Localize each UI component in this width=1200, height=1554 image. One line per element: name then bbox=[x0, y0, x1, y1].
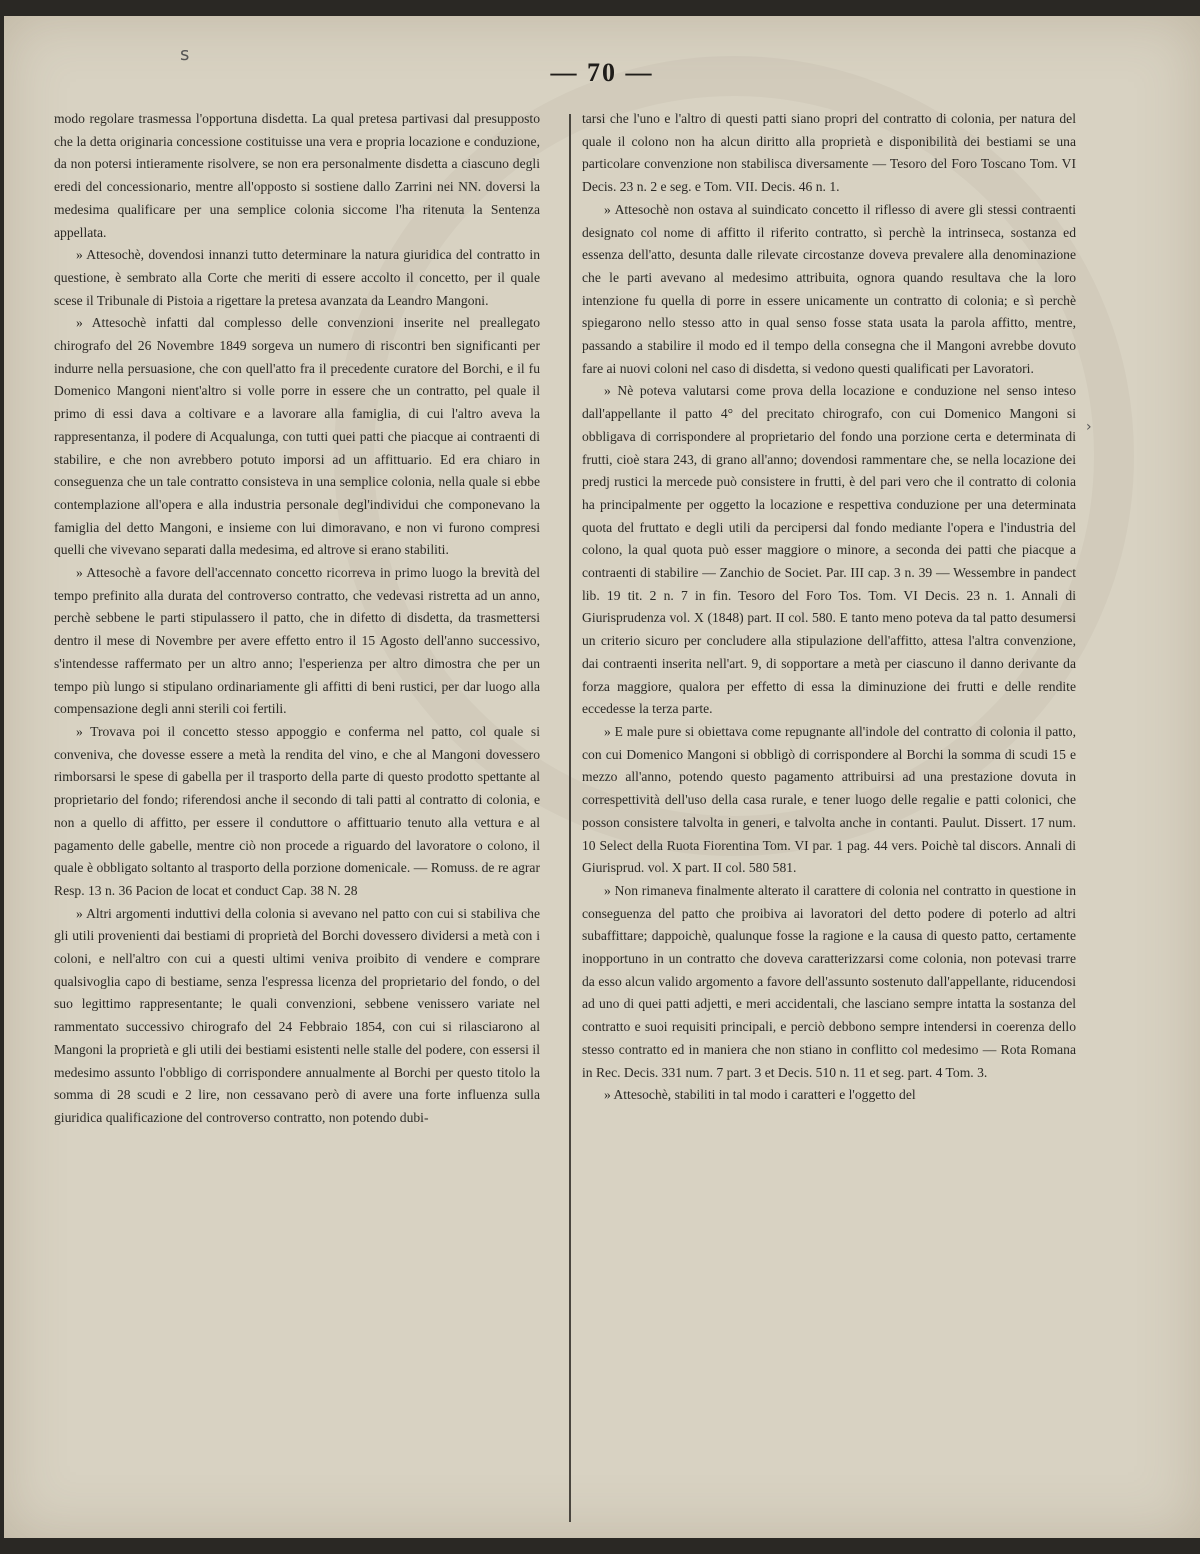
paragraph: » E male pure si obiettava come repugnante all'indole del contratto di colonia il patto, con cui Domenico Mangoni si obbligò di corrispondere al Borchi la somma di scudi 15 e mezzo all'anno, potendo questo pagamento attribuirsi ad una prestazione dovuta in correspettività dell'uso della casa rurale, e tener luogo delle regalie e patti colonici, che posson consistere talvolta in generi, e talvolta anche in contanti. Paulut. Dissert. 17 num. 10 Select della Ruota Fiorentina Tom. VI par. 1 pag. 44 vers. Poichè tal discors. Annali di Giurisprud. vol. X part. II col. 580 581. bbox=[582, 723, 1076, 876]
paragraph: » Non rimaneva finalmente alterato il carattere di colonia nel contratto in questione in conseguenza del patto che proibiva ai lavoratori del detto podere di poterlo ad altri subaffittare; dappoichè, qualunque fosse la ragione e la causa di questo patto, certamente inopportuno in un contratto che doveva caratterizzarsi come colonia, non potevasi trarre da esso alcun valido argomento a favore dell'assunto sostenuto dall'appellante, riducendosi ad uno di quei patti adjetti, e meri accidentali, che lasciano sempre intatta la sostanza del contratto e suoi requisiti principali, e perciò debbono sempre intendersi in coerenza dello stesso contratto ed in maniera che non stiano in conflitto col medesimo — Rota Romana in Rec. Decis. 331 num. 7 part. 3 et Decis. 510 n. 11 et seg. part. 4 Tom. 3. bbox=[582, 882, 1076, 1080]
paragraph: modo regolare trasmessa l'opportuna disdetta. La qual pretesa partivasi dal presupposto che la detta originaria concessione costituisse una vera e propria locazione e conduzione, da non potersi intieramente risolvere, se non era personalmente disdetta a ciascuno degli eredi del concessionario, mentre all'opposto si sostiene dallo Zarrini nei NN. doversi la medesima qualificare per una semplice colonia siccome l'ha ritenuta la Sentenza appellata. bbox=[54, 111, 540, 240]
paragraph: » Attesochè, dovendosi innanzi tutto determinare la natura giuridica del contratto in questione, è sembrato alla Corte che meriti di essere accolto il concetto, per il quale scese il Tribunale di Pistoia a rigettare la pretesa avanzata da Leandro Mangoni. bbox=[54, 247, 540, 308]
paragraph: » Attesochè a favore dell'accennato concetto ricorreva in primo luogo la brevità del tempo prefinito alla durata del controverso contratto, che vedevasi ristretta ad un anno, perchè sebbene le parti stipulassero il patto, che in difetto di disdetta, da trasmettersi dentro il mese di Novembre per avere effetto entro il 15 Agosto dell'anno successivo, s'intendesse raffermato per un altro anno; l'esperienza per altro dimostra che per un tempo più lungo si stipulano ordinariamente gli affitti di beni rustici, per dar luogo alla compensazione degli anni sterili coi fertili. bbox=[54, 565, 540, 717]
paragraph: » Trovava poi il concetto stesso appoggio e conferma nel patto, col quale si conveniva, che dovesse essere a metà la rendita del vino, e che al Mangoni dovessero rimborsarsi le spese di gabella per il trasporto della parte di questo prodotto spettante al proprietario del fondo; riferendosi anche il secondo di tali patti al contratto di colonia, e non a quello di affitto, per essere il conduttore o affittuario tenuto alla vettura e al pagamento delle gabelle, mentre ciò non procede a riguardo del lavoratore o colono, il quale è obbligato soltanto al trasporto della porzione domenicale. — Romuss. de re agrar Resp. 13 n. 36 Pacion de locat et conduct Cap. 38 N. 28 bbox=[54, 723, 540, 898]
paragraph: » Nè poteva valutarsi come prova della locazione e conduzione nel senso inteso dall'appellante il patto 4° del precitato chirografo, con cui Domenico Mangoni si obbligava di corrispondere al proprietario del fondo una porzione certa e determinata di frutti, cioè stara 243, di grano all'anno; dovendosi rammentare che, se nella locazione dei predj rustici la mercede può consistere in frutti, è del pari vero che il contratto di colonia ha principalmente per oggetto la locazione e respettiva conduzione per una determinata quota del fruttato e degli utili da percipersi dal fondo mediante l'opera e l'industria del colono, la qual quota può esser maggiore o minore, a seconda dei patti che piacque a contraenti di stabilire — Zanchio de Societ. Par. III cap. 3 n. 39 — Wessembre in pandect lib. 19 tit. 2 n. 7 in fin. Tesoro del Foro Tos. Tom. VI Decis. 23 n. 1. Annali di Giurisprudenza vol. X (1848) part. II col. 580. E tanto meno poteva da tal patto desumersi un criterio sicuro per concludere alla stipulazione dell'affitto, attesa l'altra convenzione, dai contraenti inserita nell'art. 9, di sopportare a metà per ciascuno il danno derivante da forza maggiore, qualora per effetto di essa la diminuzione dei frutti e delle rendite eccedesse la terza parte. bbox=[582, 383, 1076, 717]
margin-mark: › bbox=[1086, 419, 1092, 435]
left-column bbox=[54, 108, 540, 1130]
right-column bbox=[582, 108, 1076, 1107]
paragraph: » Altri argomenti induttivi della colonia si avevano nel patto con cui si stabiliva che gli utili provenienti dai bestiami di proprietà del Borchi dovessero dividersi a metà con i coloni, e nell'altro con cui a questi ultimi veniva proibito di vendere e comprare qualsivoglia capo di bestiame, senza l'espressa licenza del proprietario del fondo, o del suo legittimo rappresentante; le quali convenzioni, sebbene venissero variate nel rammentato successivo chirografo del 24 Febbraio 1854, con cui si rilasciarono al Mangoni la proprietà e gli utili dei bestiami esistenti nelle stalle del podere, con essersi il medesimo assunto l'obbligo di corrispondere annualmente al Borchi per questo titolo la somma di 28 scudi e 2 lire, non cessavano però di avere una forte influenza sulla giuridica qualificazione del controverso contratto, non potendo dubi- bbox=[54, 905, 540, 1125]
paragraph: » Attesochè infatti dal complesso delle convenzioni inserite nel preallegato chirografo del 26 Novembre 1849 sorgeva un numero di riscontri ben significanti per indurre nella persuasione, che con quell'atto fra il precedente curatore del Borchi, e il fu Domenico Mangoni nient'altro si volle porre in essere che un contratto, pel quale il primo di essi dava a coltivare e a lavorare alla famiglia, di cui l'altro aveva la rappresentanza, il podere di Acqualunga, con tutti quei patti che piacque ai contraenti di stabilire, e che non avrebbero potuto imporsi ad un affittuario. Ed era chiaro in conseguenza che un tale contratto consisteva in una semplice colonia, nella quale si ebbe contemplazione all'opera e alla industria personale degl'individui che componevano la famiglia del detto Mangoni, e insieme con lui dimoravano, e non vi furono compresi quelli che vivevano separati dalla medesima, ed altrove si erano stabiliti. bbox=[54, 315, 540, 558]
corner-mark: s bbox=[180, 44, 190, 65]
paragraph: tarsi che l'uno e l'altro di questi patti siano propri del contratto di colonia, per natura del quale il colono non ha alcun diritto alla proprietà e disponibilità dei bestiami se una particolare convenzione non stabilisca diversamente — Tesoro del Foro Toscano Tom. VI Decis. 23 n. 2 e seg. e Tom. VII. Decis. 46 n. 1. bbox=[582, 111, 1076, 195]
paragraph: » Attesochè, stabiliti in tal modo i caratteri e l'oggetto del bbox=[604, 1087, 916, 1103]
page-number: — 70 — bbox=[550, 58, 654, 87]
paragraph: » Attesochè non ostava al suindicato concetto il riflesso di avere gli stessi contraenti designato col nome di affitto il riferito contratto, sì perchè la intrinseca, sostanza ed essenza dell'atto, desunta dalle rilevate circostanze doveva prevalere alla denominazione che le parti avevano al medesimo attribuita, ognora quando resultava che la loro intenzione fu quella di porre in essere unicamente un contratto di colonia; e sì perchè spiegarono nello stesso atto in qual senso fosse stata usata la parola affitto, mentre, passando a stabilire il modo ed il tempo della consegna che il Mangoni avrebbe dovuto fare ai nuovi coloni nel caso di disdetta, si vedono questi qualificati per Lavoratori. bbox=[582, 201, 1076, 376]
document-page bbox=[4, 16, 1200, 1538]
column-divider bbox=[569, 114, 571, 1522]
